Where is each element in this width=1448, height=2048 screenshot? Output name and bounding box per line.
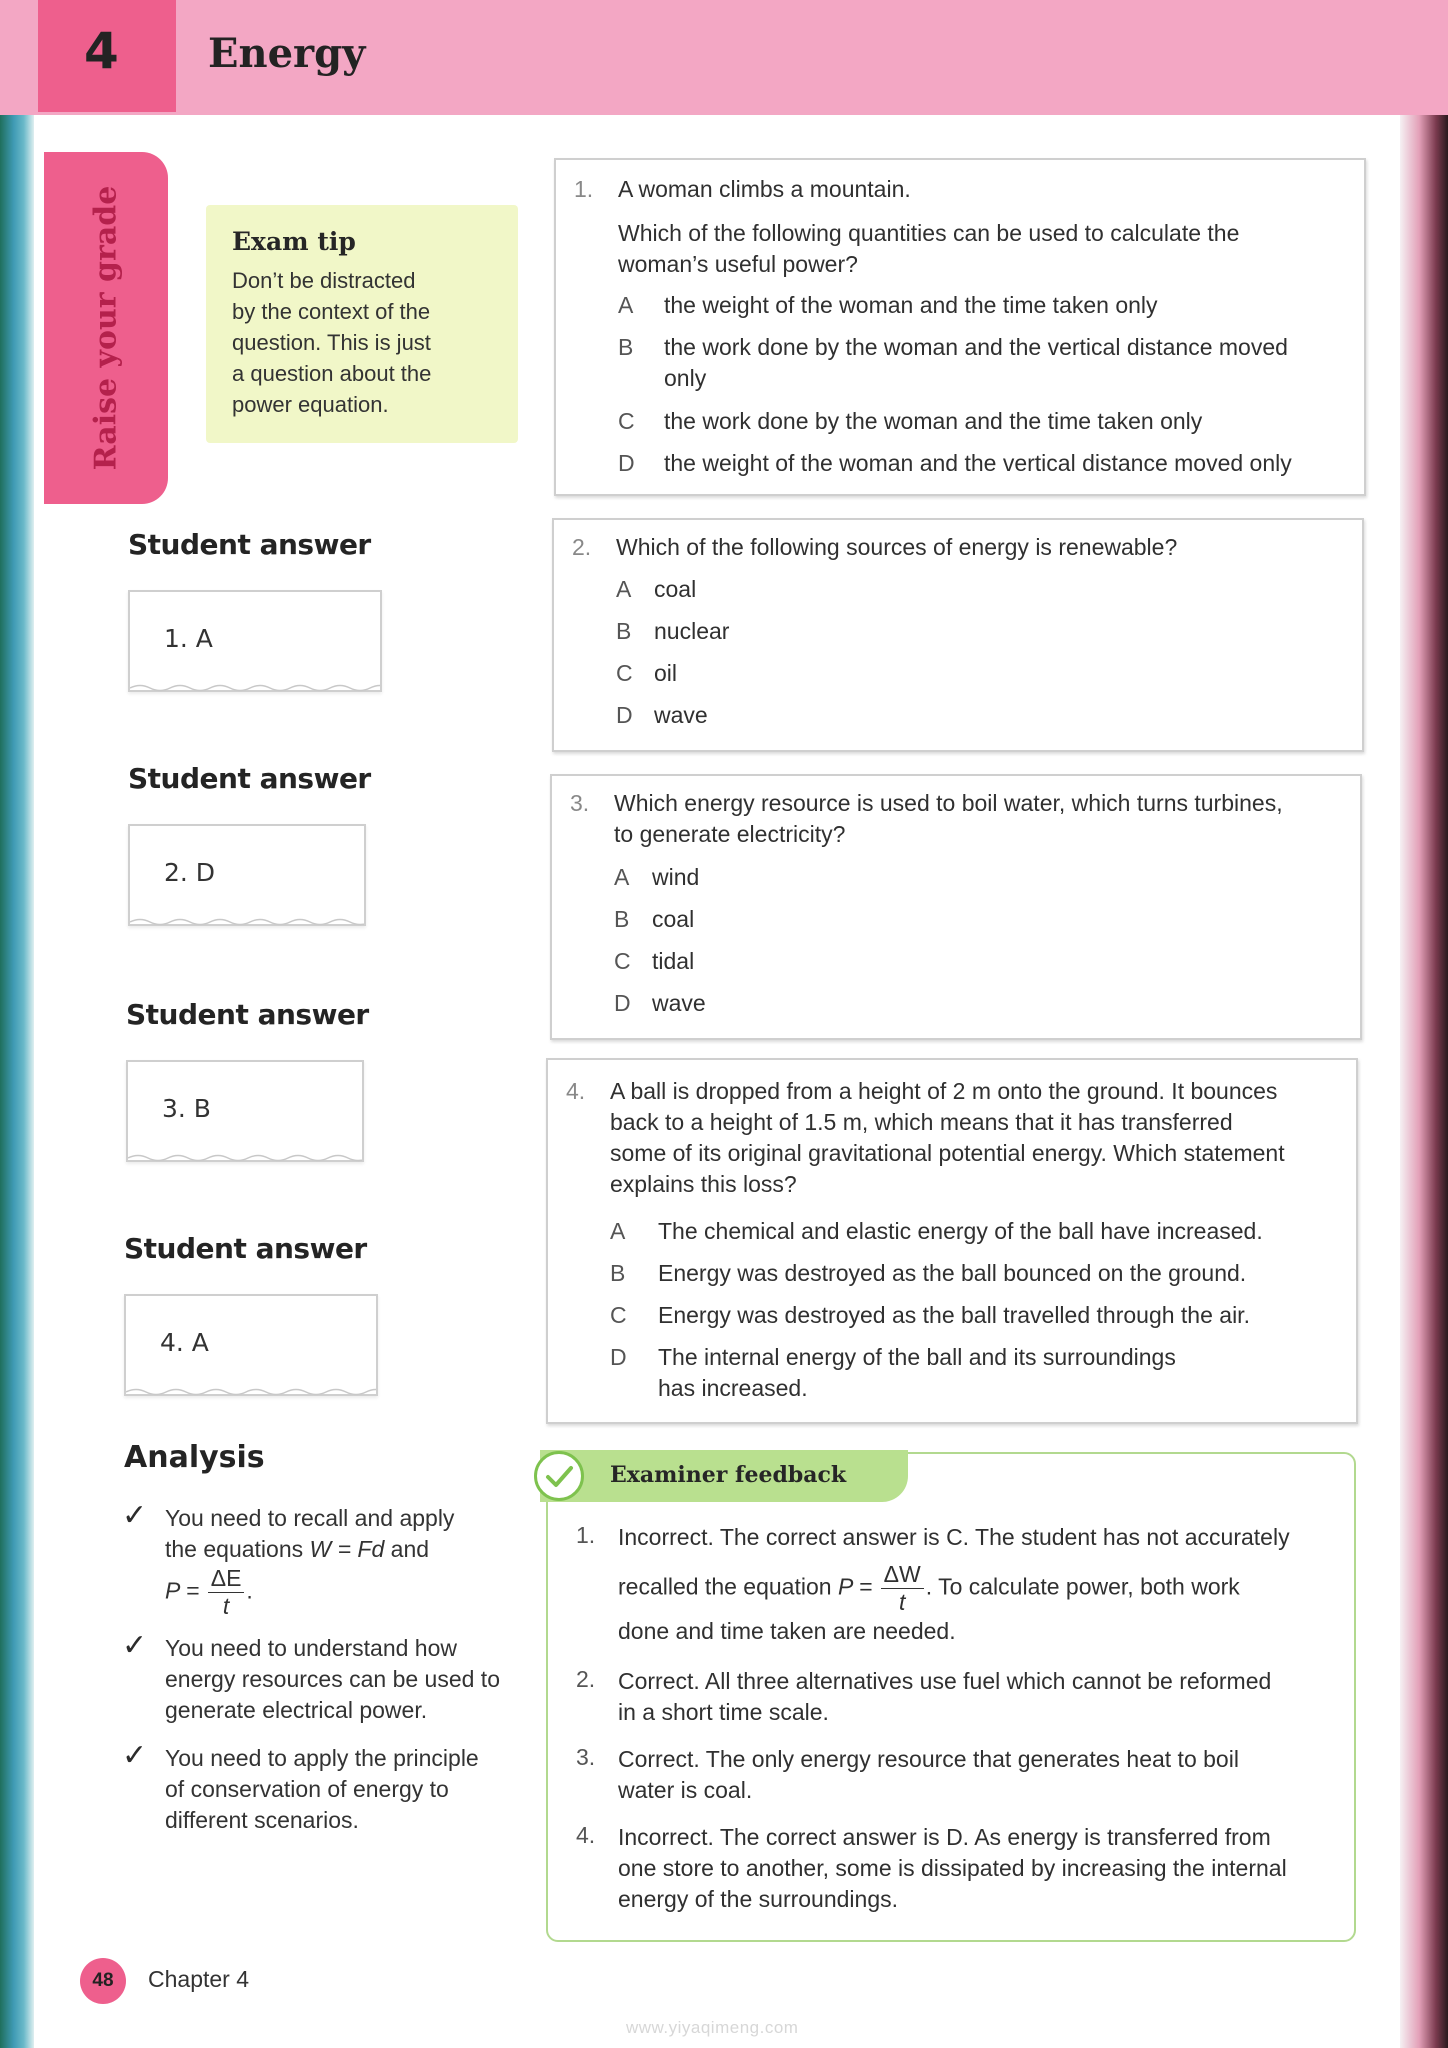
equation-fraction: [208, 1567, 245, 1618]
tick-icon: ✓: [122, 1629, 148, 1662]
exam-tip-line: a question about the: [232, 361, 432, 386]
option-text: coal: [652, 906, 695, 932]
option-text: [664, 332, 1288, 394]
option-line: only: [664, 365, 707, 391]
student-answer-box: [128, 824, 366, 926]
student-answer-box: [128, 590, 382, 692]
option-letter: B: [614, 906, 630, 932]
option-text: wave: [654, 702, 708, 728]
feedback-number: 2.: [576, 1666, 596, 1692]
option-letter: D: [610, 1344, 627, 1370]
stem-line: Which of the following sources of energy is renewable?: [616, 534, 1178, 560]
stem-line: Which of the following quantities can be used to calculate the: [618, 220, 1240, 246]
analysis-heading: Analysis: [124, 1440, 265, 1475]
equation-p: P =: [165, 1577, 206, 1604]
stem-line: woman’s useful power?: [618, 251, 858, 277]
stem-line: to generate electricity?: [614, 821, 846, 847]
option-text: The chemical and elastic energy of the ball have increased.: [658, 1218, 1263, 1244]
analysis-point: [165, 1633, 520, 1726]
question-number: 1.: [574, 176, 594, 202]
exam-tip-line: Don’t be distracted: [232, 268, 416, 293]
chapter-title: Energy: [208, 30, 366, 77]
option-letter: C: [614, 948, 631, 974]
analysis-text: and: [384, 1536, 430, 1562]
feedback-line: in a short time scale.: [618, 1699, 829, 1725]
question-stem: [618, 218, 1239, 280]
student-answer-text: 2. D: [164, 858, 216, 887]
option-text: coal: [654, 576, 697, 602]
option-letter: C: [610, 1302, 627, 1328]
student-answer-heading: Student answer: [126, 998, 369, 1031]
equation-w-fd: W = Fd: [309, 1536, 385, 1562]
stem-line: some of its original gravitational potential energy. Which statement: [610, 1140, 1285, 1166]
raise-your-grade-tab: [44, 152, 168, 504]
analysis-equation-line: [165, 1567, 520, 1618]
equation-p: P =: [837, 1573, 879, 1600]
analysis-line: You need to understand how: [165, 1635, 458, 1661]
stem-line: Which energy resource is used to boil water, which turns turbines,: [614, 790, 1283, 816]
analysis-line: [165, 1534, 520, 1565]
question-box: [554, 158, 1366, 496]
option-letter: C: [618, 408, 635, 434]
exam-tip-box: [206, 205, 518, 443]
feedback-line: Incorrect. The correct answer is D. As energy is transferred from: [618, 1824, 1271, 1850]
analysis-line: different scenarios.: [165, 1807, 359, 1833]
option-text: nuclear: [654, 618, 730, 644]
student-answer-box: [124, 1294, 378, 1396]
torn-edge: [128, 1152, 362, 1162]
book-spine-shadow: [1400, 0, 1448, 2048]
stem-line: back to a height of 1.5 m, which means that it has transferred: [610, 1109, 1233, 1135]
exam-tip-line: power equation.: [232, 392, 389, 417]
question-stem: [610, 1076, 1285, 1200]
fraction-numerator: ΔW: [881, 1563, 924, 1589]
question-stem: [616, 532, 1177, 563]
examiner-feedback-heading: Examiner feedback: [610, 1462, 847, 1488]
analysis-line: You need to apply the principle: [165, 1745, 479, 1771]
question-box: [552, 518, 1364, 752]
student-answer-heading: Student answer: [124, 1232, 367, 1265]
tick-icon: ✓: [122, 1739, 148, 1772]
analysis-text: the equations: [165, 1536, 310, 1562]
feedback-line: done and time taken are needed.: [618, 1618, 956, 1644]
option-text: [658, 1342, 1176, 1404]
option-text: Energy was destroyed as the ball bounced on the ground.: [658, 1260, 1247, 1286]
fraction-numerator: ΔE: [208, 1567, 245, 1593]
student-answer-text: 3. B: [162, 1094, 211, 1123]
stem-line: A ball is dropped from a height of 2 m onto the ground. It bounces: [610, 1078, 1278, 1104]
exam-tip-heading: Exam tip: [232, 227, 356, 256]
feedback-line: energy of the surroundings.: [618, 1886, 899, 1912]
student-answer-text: 1. A: [164, 624, 213, 653]
option-text: wind: [652, 864, 700, 890]
chapter-number: 4: [84, 22, 119, 80]
option-letter: A: [610, 1218, 626, 1244]
analysis-point: [165, 1503, 520, 1618]
feedback-number: 3.: [576, 1744, 596, 1770]
feedback-line: water is coal.: [618, 1777, 753, 1803]
feedback-line: Correct. The only energy resource that generates heat to boil: [618, 1746, 1239, 1772]
option-text: Energy was destroyed as the ball travelled through the air.: [658, 1302, 1250, 1328]
option-letter: D: [618, 450, 635, 476]
analysis-line: energy resources can be used to: [165, 1666, 500, 1692]
option-text: the weight of the woman and the time taken only: [664, 292, 1158, 318]
feedback-number: 4.: [576, 1822, 596, 1848]
exam-tip-line: by the context of the: [232, 299, 431, 324]
exam-tip-line: question. This is just: [232, 330, 431, 355]
torn-edge: [130, 682, 380, 692]
question-stem: [618, 174, 911, 205]
torn-edge: [126, 1386, 376, 1396]
option-text: wave: [652, 990, 706, 1016]
option-text: oil: [654, 660, 678, 686]
option-letter: A: [614, 864, 630, 890]
option-line: the work done by the woman and the vertical distance moved: [664, 334, 1288, 360]
student-answer-text: 4. A: [160, 1328, 209, 1357]
tick-icon: ✓: [122, 1499, 148, 1532]
option-letter: B: [610, 1260, 626, 1286]
option-letter: B: [618, 334, 634, 360]
student-answer-heading: Student answer: [128, 528, 371, 561]
fraction-denominator: t: [222, 1593, 230, 1619]
option-text: tidal: [652, 948, 695, 974]
feedback-item: [618, 1666, 1328, 1728]
option-text: the weight of the woman and the vertical distance moved only: [664, 450, 1292, 476]
question-number: 3.: [570, 790, 590, 816]
feedback-item: [618, 1822, 1328, 1915]
equation-fraction: [881, 1563, 924, 1614]
feedback-item: [618, 1522, 1328, 1647]
option-letter: C: [616, 660, 633, 686]
option-letter: A: [616, 576, 632, 602]
question-number: 4.: [566, 1078, 586, 1104]
stem-line: explains this loss?: [610, 1171, 797, 1197]
feedback-text: . To calculate power, both work: [925, 1573, 1240, 1600]
feedback-equation-line: [618, 1563, 1328, 1614]
check-circle-icon: [534, 1451, 584, 1501]
analysis-line: You need to recall and apply: [165, 1505, 455, 1531]
watermark: www.yiyaqimeng.com: [626, 2018, 799, 2037]
question-box: [550, 774, 1362, 1040]
option-line: The internal energy of the ball and its surroundings: [658, 1344, 1176, 1370]
option-text: the work done by the woman and the time taken only: [664, 408, 1203, 434]
question-stem: [614, 788, 1283, 850]
student-answer-box: [126, 1060, 364, 1162]
feedback-number: 1.: [576, 1522, 596, 1548]
exam-tip-text: [232, 265, 502, 420]
analysis-text: .: [246, 1577, 253, 1604]
analysis-point: [165, 1743, 520, 1836]
option-letter: B: [616, 618, 632, 644]
fraction-denominator: t: [898, 1589, 906, 1615]
page-number-badge: [80, 1958, 126, 2004]
footer-chapter-label: Chapter 4: [148, 1966, 250, 1992]
question-box: [546, 1058, 1358, 1424]
feedback-text: recalled the equation: [618, 1573, 838, 1600]
feedback-line: one store to another, some is dissipated by increasing the internal: [618, 1855, 1287, 1881]
side-tab-label: Raise your grade: [88, 185, 124, 471]
stem-line: A woman climbs a mountain.: [618, 176, 911, 202]
option-letter: D: [614, 990, 631, 1016]
option-letter: A: [618, 292, 634, 318]
analysis-line: of conservation of energy to: [165, 1776, 449, 1802]
page-number: 48: [92, 1970, 114, 1991]
option-line: has increased.: [658, 1375, 808, 1401]
question-number: 2.: [572, 534, 592, 560]
student-answer-heading: Student answer: [128, 762, 371, 795]
option-letter: D: [616, 702, 633, 728]
analysis-line: generate electrical power.: [165, 1697, 428, 1723]
feedback-line: Incorrect. The correct answer is C. The student has not accurately: [618, 1524, 1290, 1550]
book-binding-edge: [0, 0, 34, 2048]
torn-edge: [130, 916, 364, 926]
feedback-line: Correct. All three alternatives use fuel which cannot be reformed: [618, 1668, 1272, 1694]
feedback-item: [618, 1744, 1328, 1806]
